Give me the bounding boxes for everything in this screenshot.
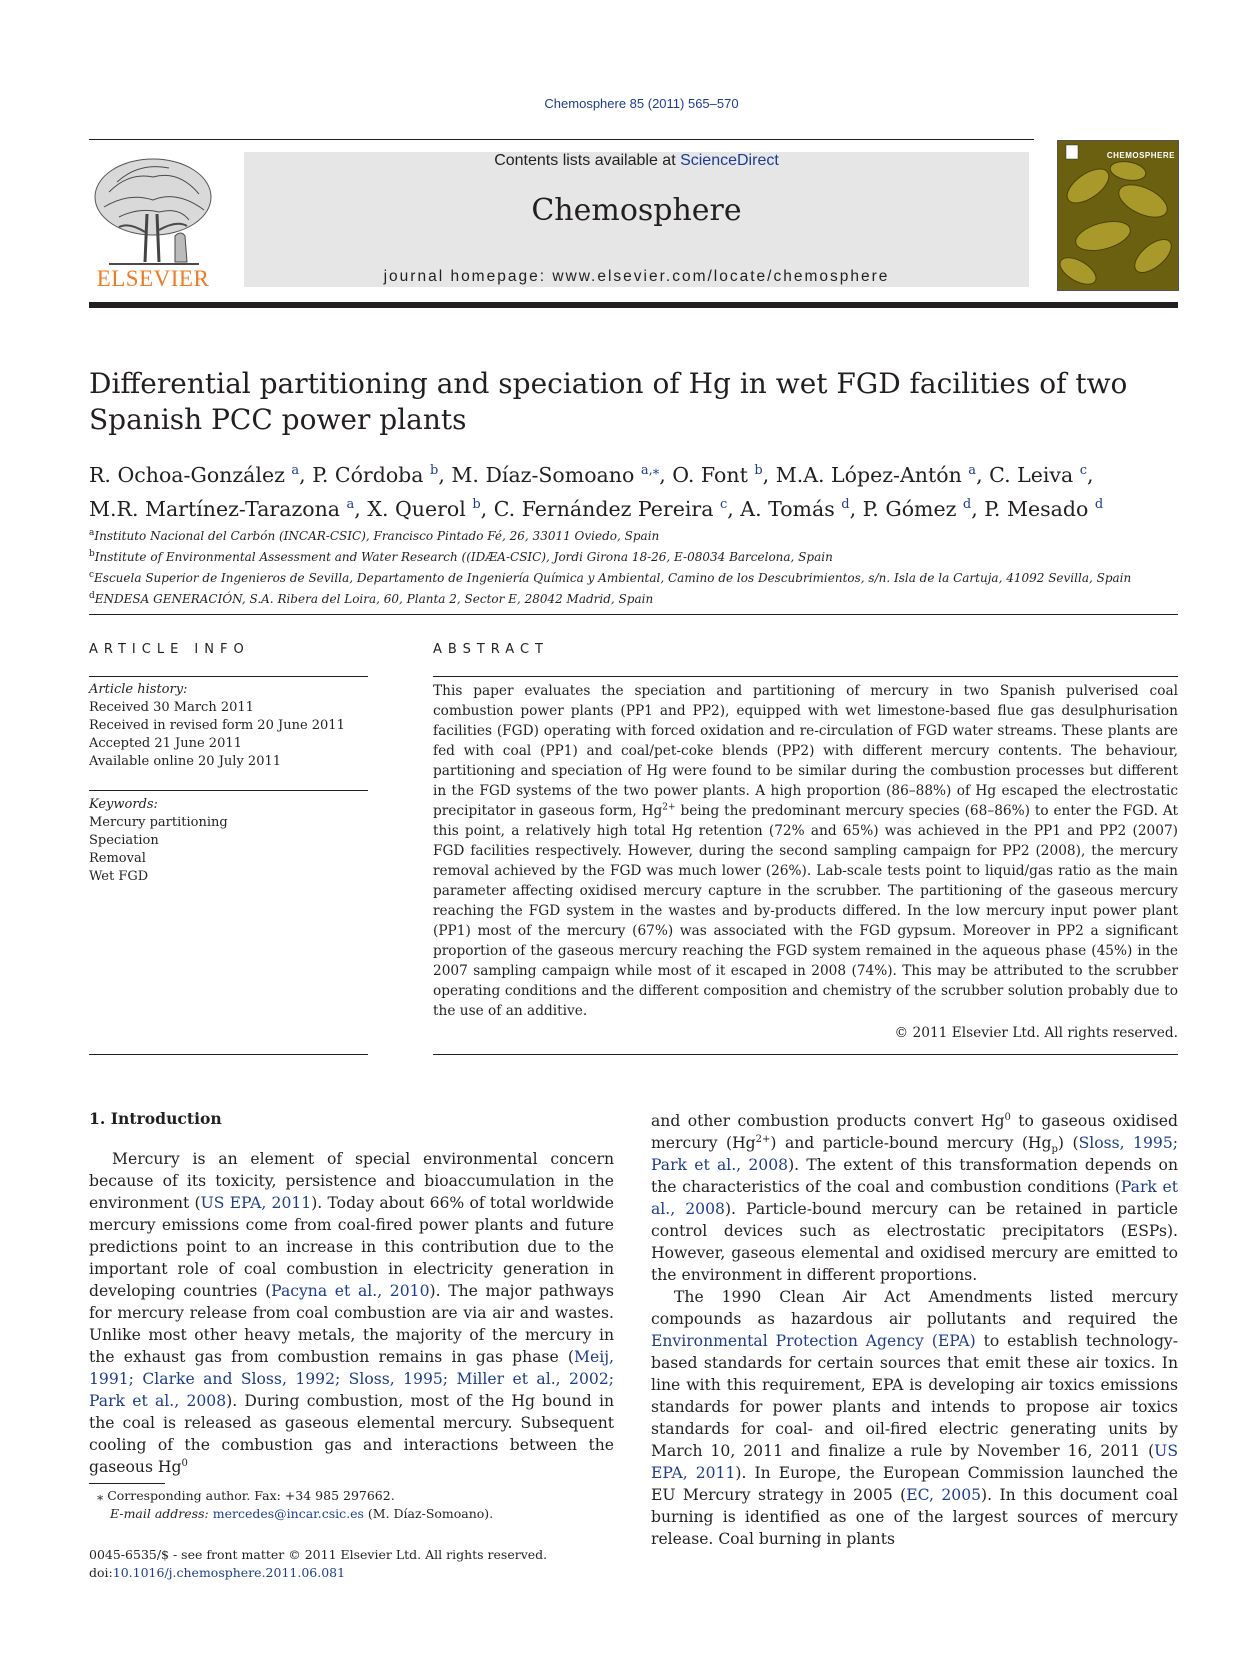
- author-list: R. Ochoa-González $^a$, P. Córdoba $^b$, M. Díaz-Somoano $^{a,⁎}$, O. Font $^b$, M.A. López-Antón $^a$, C. Leiva $^c$, M.R. Martínez-Tarazona $^a$, X. Querol $^b$, C. Fernández Pereira $^c$, A. Tomás $^d$, P. Gómez $^d$, P. Mesado $^d$: [89, 462, 1104, 521]
- elsevier-wordmark: ELSEVIER: [96, 266, 210, 291]
- affiliation: [89, 524, 1189, 545]
- abstract-copyright: © 2011 Elsevier Ltd. All rights reserved.: [894, 1025, 1178, 1041]
- author-name: P. Gómez: [862, 496, 963, 521]
- paragraph: [651, 1110, 1178, 1286]
- body-text: ). In this document coal burning is identified as one of the largest sources of mercury release. Coal burning in plants: [651, 1486, 1179, 1548]
- author-name: R. Ochoa-González: [89, 462, 292, 487]
- corresponding-author-note: [89, 1487, 614, 1505]
- reference-link[interactable]: Meij, 1991; Clarke and Sloss, 1992; Sloss, 1995; Miller et al., 2002; Park et al., 2008: [89, 1348, 614, 1410]
- author-affiliation-mark[interactable]: c: [1079, 463, 1087, 478]
- email-note: [89, 1505, 614, 1523]
- info-rule: [89, 1054, 368, 1055]
- body-text: ). In Europe, the European Commission launched the EU Mercury strategy in 2005 (: [651, 1464, 1178, 1504]
- abstract-rule: [433, 1054, 1178, 1055]
- author-affiliation-mark[interactable]: c: [719, 496, 728, 512]
- author-affiliation-mark[interactable]: d: [841, 496, 850, 512]
- reference-link[interactable]: US EPA, 2011: [651, 1442, 1178, 1482]
- author-affiliation-mark[interactable]: a: [291, 463, 300, 478]
- author-name: P. Mesado: [984, 496, 1095, 521]
- superscript: 0: [181, 1457, 188, 1469]
- body-text: ). The extent of this transformation depends on the characteristics of the coal and combustion conditions (: [651, 1156, 1178, 1196]
- article-title: Differential partitioning and speciation of Hg in wet FGD facilities of two Spanish PCC power plants: [89, 367, 1128, 436]
- author-name: O. Font: [672, 462, 755, 487]
- affiliation-key: a: [89, 528, 95, 538]
- affiliation-list: [89, 524, 1189, 608]
- author-name: C. Fernández Pereira: [493, 496, 720, 521]
- keyword-item: Mercury partitioning: [89, 815, 228, 830]
- article-info-heading: ARTICLE INFO: [89, 642, 250, 657]
- contents-line: [244, 152, 1029, 170]
- history-item: Available online 20 July 2011: [89, 754, 282, 769]
- body-text: ). During combustion, most of the Hg bound in the coal is released as gaseous elemental mercury. Subsequent cooling of the combustion gas and interactions between the gaseous Hg: [89, 1392, 614, 1476]
- superscript: 0: [1004, 1111, 1011, 1123]
- reference-link[interactable]: Sloss, 1995; Park et al., 2008: [651, 1134, 1178, 1174]
- section-rule: [89, 614, 1178, 615]
- keywords-label: Keywords:: [89, 797, 158, 812]
- author-name: C. Leiva: [989, 462, 1080, 487]
- body-text: to establish technology-based standards for certain sources that emit these air toxics. In line with this requirement, EPA is developing air toxics emissions standards for power plants and intends to propose air toxics standards for coal- and oil-fired electric generating units by March 10, 2011 and finalize a rule by November 16, 2011 (: [651, 1332, 1178, 1460]
- reference-link[interactable]: EC, 2005: [906, 1486, 982, 1504]
- author-name: X. Querol: [367, 496, 473, 521]
- email-label: E-mail address:: [110, 1506, 209, 1521]
- abstract-text: [433, 681, 1178, 1021]
- affiliation-key: c: [89, 570, 95, 580]
- body-text: ) and particle-bound mercury (Hg: [770, 1134, 1052, 1152]
- cover-title: CHEMOSPHERE: [1106, 151, 1175, 160]
- journal-cover-image: [1057, 140, 1179, 291]
- abstract-part: This paper evaluates the speciation and partitioning of mercury in two Spanish pulverised coal combustion power plants (PP1 and PP2), equipped with wet limestone-based flue gas desulphurisation facilities (FGD) operating with forced oxidation and re-circulation of FGD water streams. These plants are fed with coal (PP1) and coal/pet-coke blends (PP2) with different mercury contents. The behaviour, partitioning and speciation of Hg were found to be similar during the combustion processes but different in the FGD systems of the two power plants. A high proportion (86–88%) of Hg escaped the electrostatic precipitator in gaseous form, Hg: [433, 683, 1178, 819]
- author-name: M.R. Martínez-Tarazona: [89, 496, 347, 521]
- header-rule: [89, 139, 1034, 140]
- subscript: p: [1051, 1144, 1058, 1156]
- history-item: Received in revised form 20 June 2011: [89, 718, 345, 733]
- reference-link[interactable]: Park et al., 2008: [651, 1178, 1178, 1218]
- front-matter-line: 0045-6535/$ - see front matter © 2011 Elsevier Ltd. All rights reserved.: [89, 1547, 548, 1562]
- author-name: A. Tomás: [740, 496, 842, 521]
- doi-link[interactable]: 10.1016/j.chemosphere.2011.06.081: [112, 1565, 346, 1580]
- info-rule: [89, 676, 368, 677]
- author-name: P. Córdoba: [312, 462, 431, 487]
- author-affiliation-mark[interactable]: b: [754, 463, 763, 478]
- header-thick-rule: [89, 302, 1178, 308]
- reference-link[interactable]: Pacyna et al., 2010: [271, 1282, 430, 1300]
- author-affiliation-mark[interactable]: b: [430, 463, 439, 478]
- reference-link[interactable]: Environmental Protection Agency (EPA): [651, 1332, 976, 1350]
- info-rule: [89, 790, 368, 791]
- affiliation: [89, 566, 1189, 587]
- superscript: 2+: [662, 802, 676, 813]
- leaf-cover-icon: [1058, 141, 1178, 290]
- body-text: ). The major pathways for mercury release from coal combustion are via air and wastes. Unlike most other heavy metals, the majority of the mercury in the exhaust gas from combustion remains in gas phase (: [89, 1282, 614, 1366]
- affiliation-text: Institute of Environmental Assessment and Water Research ((IDÆA-CSIC), Jordi Girona 18-26, E-08034 Barcelona, Spain: [94, 550, 833, 564]
- affiliation-text: ENDESA GENERACIÓN, S.A. Ribera del Loira, 60, Planta 2, Sector E, 28042 Madrid, Spain: [94, 592, 654, 606]
- doi-line: [89, 1564, 689, 1582]
- author-affiliation-mark[interactable]: a,⁎: [640, 463, 660, 478]
- superscript: 2+: [755, 1133, 771, 1145]
- email-link[interactable]: mercedes@incar.csic.es: [212, 1506, 364, 1521]
- keyword-item: Removal: [89, 851, 146, 866]
- history-item: Accepted 21 June 2011: [89, 736, 242, 751]
- email-suffix: (M. Díaz-Somoano).: [363, 1506, 494, 1521]
- body-text: The 1990 Clean Air Act Amendments listed mercury compounds as hazardous air pollutants and required the: [651, 1288, 1178, 1328]
- author-affiliation-mark[interactable]: d: [962, 496, 972, 512]
- author-affiliation-mark[interactable]: d: [1094, 496, 1104, 512]
- body-text: to gaseous oxidised mercury (Hg: [651, 1112, 1178, 1152]
- abstract-rule: [433, 676, 1178, 677]
- journal-name: Chemosphere: [531, 193, 742, 228]
- affiliation-text: Escuela Superior de Ingenieros de Sevilla, Departamento de Ingeniería Química y Ambiental, Camino de los Descubrimientos, s/n. Isla de la Cartuja, 41092 Sevilla, Spain: [94, 571, 1132, 585]
- body-text: ). Today about 66% of total worldwide mercury emissions come from coal-fired power plants and future predictions point to an increase in this contribution due to the important role of coal combustion in electricity generation in developing countries (: [89, 1194, 614, 1300]
- affiliation-text: Instituto Nacional del Carbón (INCAR-CSIC), Francisco Pintado Fé, 26, 33011 Oviedo, Spain: [94, 529, 660, 543]
- contents-prefix: Contents lists available at: [494, 152, 681, 169]
- history-item: Received 30 March 2011: [89, 700, 254, 715]
- journal-homepage-link[interactable]: journal homepage: www.elsevier.com/locate/chemosphere: [383, 268, 890, 285]
- keyword-item: Speciation: [89, 833, 159, 848]
- doi-prefix: doi:: [89, 1565, 113, 1580]
- affiliation-key: d: [89, 591, 95, 601]
- footnote-text: Corresponding author. Fax: +34 985 297662.: [107, 1488, 395, 1503]
- reference-link[interactable]: US EPA, 2011: [200, 1194, 312, 1212]
- abstract-part: being the predominant mercury species (68–86%) to enter the FGD. At this point, a relatively high total Hg retention (72% and 65%) was achieved in the PP1 and PP2 (2007) FGD facilities respectively. However, during the second sampling campaign for PP2 (2008), the mercury removal achieved by the FGD was much lower (26%). Lab-scale tests point to liquid/gas ratio as the main parameter affecting oxidised mercury capture in the scrubber. The partitioning of the gaseous mercury reaching the FGD system in the wastes and by-products differed. In the low mercury input power plant (PP1) most of the mercury (67%) was associated with the FGD gypsum. Moreover in PP2 a significant proportion of the gaseous mercury reaching the FGD system remained in the aqueous phase (45%) in the 2007 sampling campaign while most of it escaped in 2008 (74%). This may be attributed to the scrubber operating conditions and the different composition and chemistry of the scrubber solution probably due to the use of an additive.: [433, 803, 1179, 1019]
- footnote-rule: [89, 1483, 165, 1484]
- journal-citation[interactable]: Chemosphere 85 (2011) 565–570: [544, 96, 739, 111]
- body-column-right: [651, 1110, 1178, 1550]
- sciencedirect-link[interactable]: ScienceDirect: [680, 152, 779, 169]
- keywords: [89, 796, 368, 886]
- author-name: M.A. López-Antón: [775, 462, 969, 487]
- abstract-heading: ABSTRACT: [433, 642, 549, 657]
- author-affiliation-mark[interactable]: a: [968, 463, 977, 478]
- body-text: ) (: [1057, 1134, 1079, 1152]
- footnote-mark: ⁎: [96, 1488, 104, 1503]
- author-affiliation-mark[interactable]: b: [472, 496, 481, 512]
- history-label: Article history:: [89, 682, 188, 697]
- footnote: [89, 1487, 614, 1523]
- section-heading: 1. Introduction: [89, 1109, 222, 1128]
- paragraph: [651, 1286, 1178, 1550]
- affiliation: [89, 545, 1189, 566]
- author-affiliation-mark[interactable]: a: [346, 496, 355, 512]
- author-name: M. Díaz-Somoano: [451, 462, 641, 487]
- affiliation-key: b: [89, 549, 95, 559]
- affiliation: [89, 587, 1189, 608]
- keyword-item: Wet FGD: [89, 869, 149, 884]
- body-text: ). Particle-bound mercury can be retained in particle control devices such as electrostatic precipitators (ESPs). However, gaseous elemental and oxidised mercury are emitted to the environment in different proportions.: [651, 1200, 1179, 1284]
- body-text: and other combustion products convert Hg: [651, 1112, 1005, 1130]
- body-text: Mercury is an element of special environmental concern because of its toxicity, persistence and bioaccumulation in the environment (: [89, 1150, 614, 1212]
- body-column-left: [89, 1148, 614, 1478]
- article-history: [89, 681, 368, 771]
- front-matter: [89, 1546, 689, 1582]
